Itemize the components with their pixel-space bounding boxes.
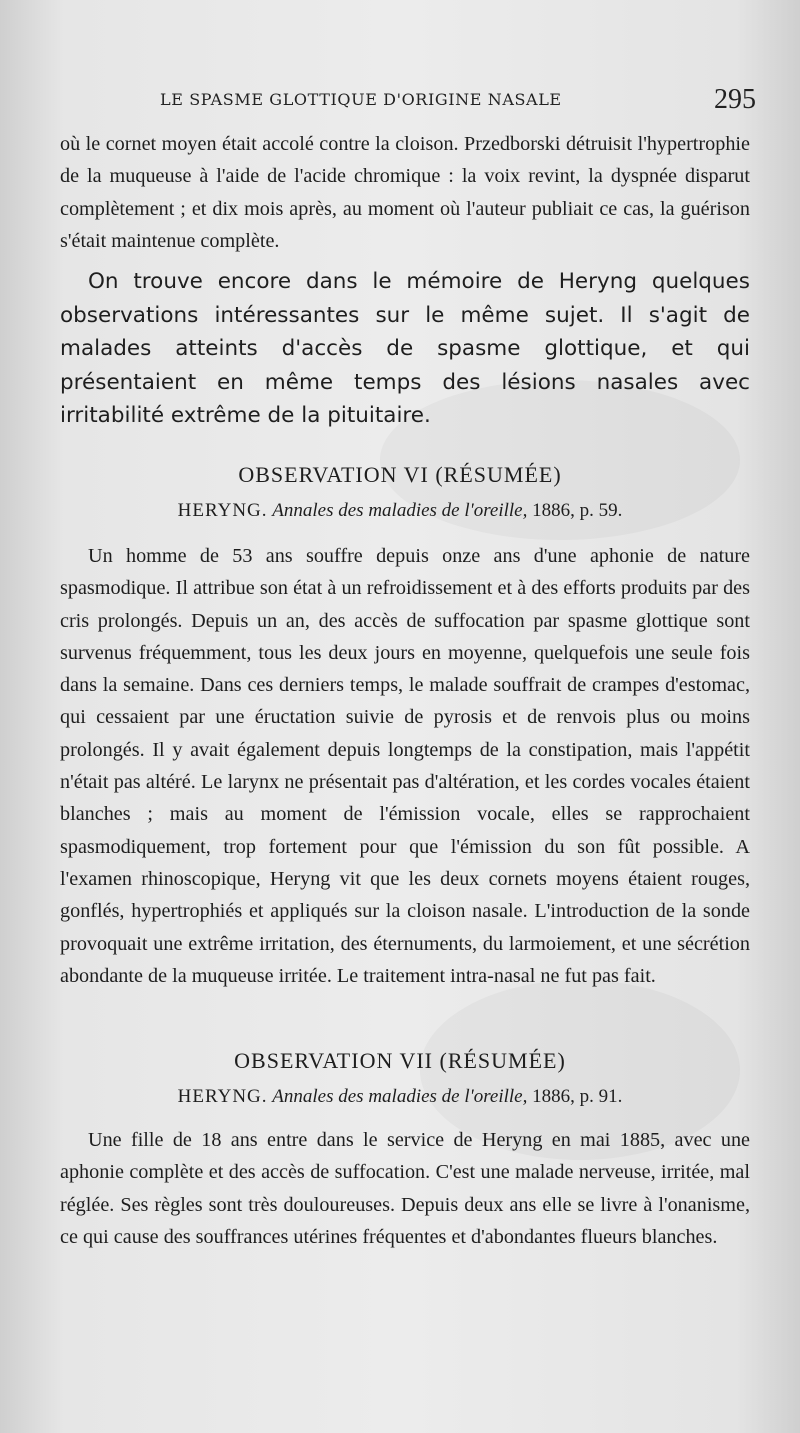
citation-reference: 1886, p. 59. <box>532 500 623 521</box>
citation-author: HERYNG. <box>177 500 268 521</box>
paragraph-text: où le cornet moyen était accolé contre la cloison. Przedborski détruisit l'hypertrophie de la muqueuse à l'aide de l'acide chromique : la voix revint, la dyspnée disparut complètement ; et dix mois après, au moment où l'auteur publiait ce cas, la guérison s'était maintenue complète. <box>60 133 750 252</box>
paragraph-text: On trouve encore dans le mémoire de Heryng quelques observations intéressantes sur le même sujet. Il s'agit de malades atteints d'accès de spasme glottique, et qui présentaient en même temps des lésions nasales avec irritabilité extrême de la pituitaire. <box>60 269 750 428</box>
citation-journal: Annales des maladies de l'oreille, <box>272 1086 528 1107</box>
citation-reference: 1886, p. 91. <box>532 1086 623 1107</box>
observation-vii-citation <box>0 1086 800 1108</box>
observation-vi-title: OBSERVATION VI (RÉSUMÉE) <box>238 462 562 487</box>
citation-author: HERYNG. <box>177 1086 268 1107</box>
observation-vii-body <box>60 1124 750 1253</box>
paragraph-text: Un homme de 53 ans souffre depuis onze ans d'une aphonie de nature spasmodique. Il attribue son état à un refroidissement et à des efforts produits par des cris prolongés. Depuis un an, des accès de suffocation par spasme glottique sont survenus fréquemment, tous les deux jours en moyenne, quelquefois une seule fois dans la semaine. Dans ces derniers temps, le malade souffrait de crampes d'estomac, qui cessaient par une éructation suivie de pyrosis et de renvois plus ou moins prolongés. Il y avait également depuis longtemps de la constipation, mais l'appétit n'était pas altéré. Le larynx ne présentait pas d'altération, et les cordes vocales étaient blanches ; mais au moment de l'émission vocale, elles se rapprochaient spasmodiquement, trop fortement pour que l'émission du son fût possible. A l'examen rhinoscopique, Heryng vit que les deux cornets moyens étaient rouges, gonflés, hypertrophiés et appliqués sur la cloison nasale. L'introduction de la sonde provoquait une extrême irritation, des éternuments, du larmoiement, et une sécrétion abondante de la muqueuse irritée. Le traitement intra-nasal ne fut pas fait. <box>60 545 750 987</box>
paragraph-heryng-intro <box>60 265 750 433</box>
observation-vi-body <box>60 540 750 992</box>
paragraph-continuation <box>60 128 750 257</box>
citation-journal: Annales des maladies de l'oreille, <box>272 500 528 521</box>
page-number: 295 <box>714 84 756 115</box>
paragraph-text: Une fille de 18 ans entre dans le service de Heryng en mai 1885, avec une aphonie complète et des accès de suffocation. C'est une malade nerveuse, irritée, mal réglée. Ses règles sont très douloureuses. Depuis deux ans elle se livre à l'onanisme, ce qui cause des souffrances utérines fréquentes et d'abondantes flueurs blanches. <box>60 1129 750 1248</box>
observation-vi-citation <box>0 500 800 522</box>
running-head: LE SPASME GLOTTIQUE D'ORIGINE NASALE <box>160 90 562 109</box>
observation-vii-title: OBSERVATION VII (RÉSUMÉE) <box>234 1048 566 1073</box>
page-header <box>160 84 756 116</box>
